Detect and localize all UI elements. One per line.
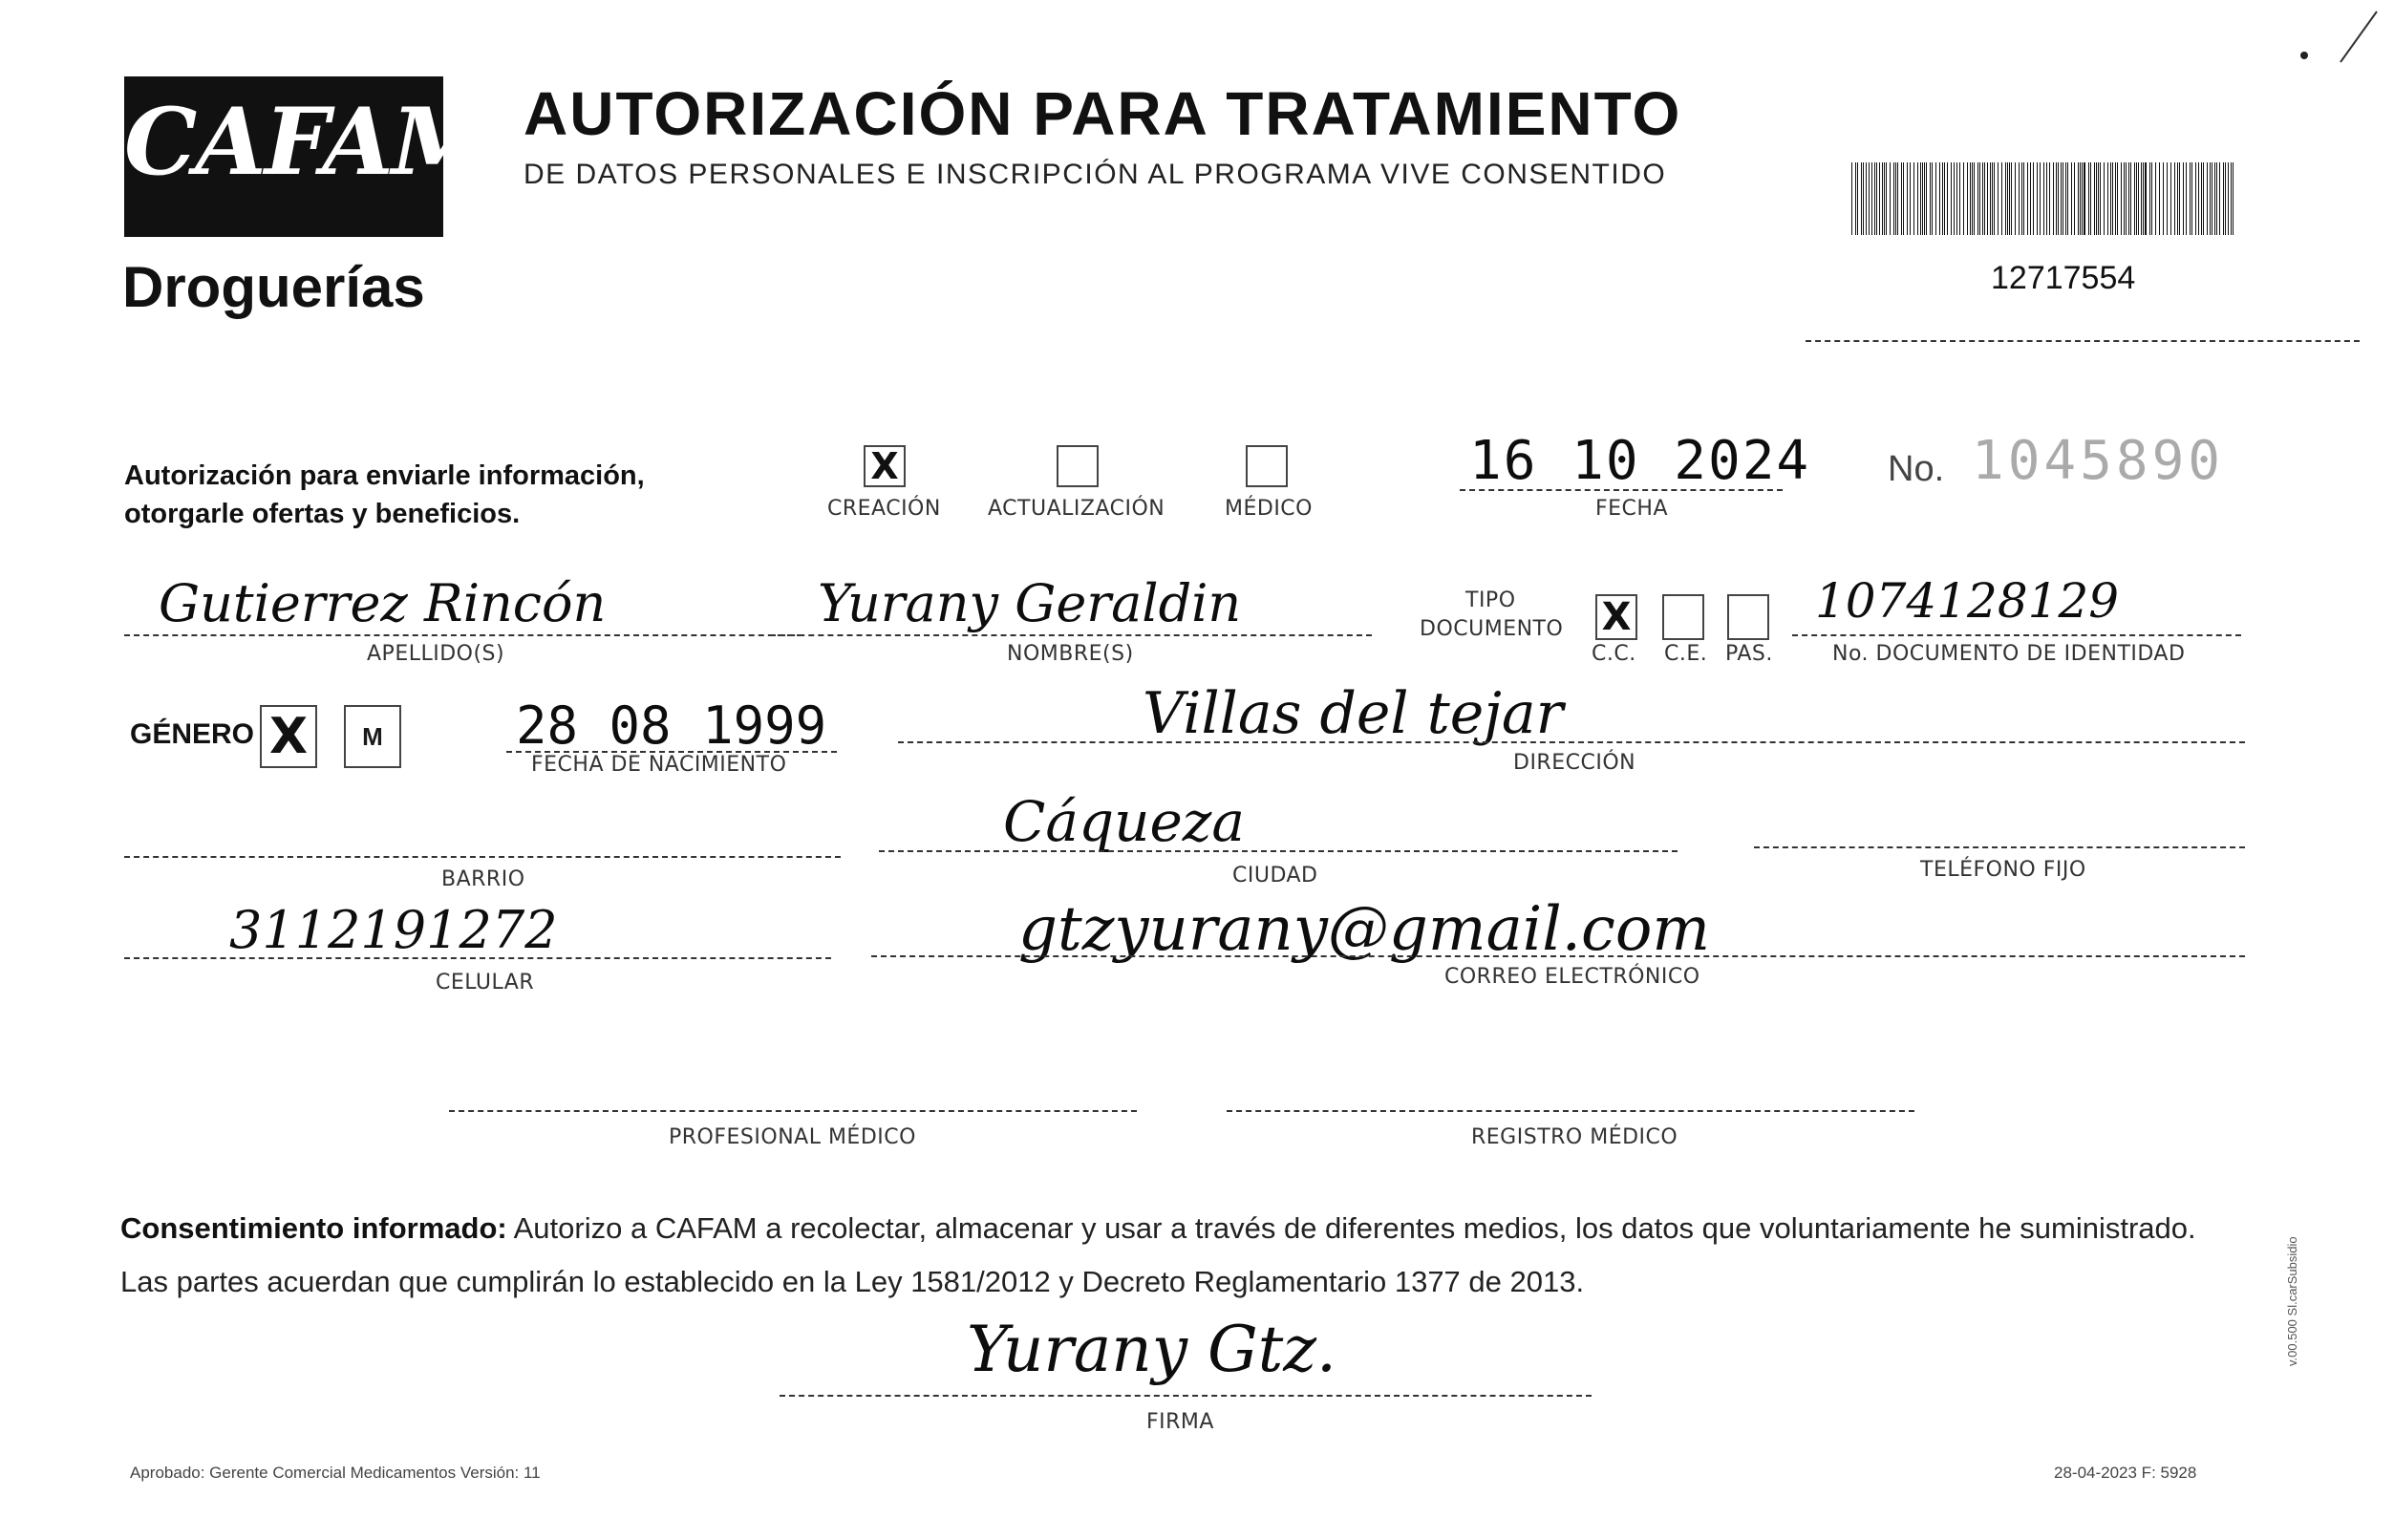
option-label-medico: MÉDICO (1225, 497, 1313, 521)
barcode-bar (1959, 162, 1960, 235)
barcode-bar (1972, 162, 1973, 235)
barcode-bar (2100, 162, 2101, 235)
barcode-bar (2130, 162, 2131, 235)
barrio-label: BARRIO (441, 867, 525, 891)
barcode-bar (2080, 162, 2081, 235)
barcode-bar (2138, 162, 2139, 235)
barcode-bar (2163, 162, 2164, 235)
barcode-bar (2228, 162, 2229, 235)
barcode-bar (1879, 162, 1880, 235)
barcode-bar (2124, 162, 2125, 235)
barcode-bar (1951, 162, 1952, 235)
barcode-bar (1866, 162, 1867, 235)
barcode-bar (1869, 162, 1870, 235)
option-label-creacion: CREACIÓN (827, 497, 941, 521)
barcode-bar (2094, 162, 2095, 235)
barcode-bar (2207, 162, 2208, 235)
checkbox-actualizacion[interactable] (1057, 445, 1099, 487)
barcode-bar (1977, 162, 1978, 235)
barcode-bar (2098, 162, 2099, 235)
barcode-bar (1984, 162, 1985, 235)
barcode-bar (2155, 162, 2156, 235)
fecha-value: 16 10 2024 (1469, 430, 1811, 492)
check-mark-icon: X (268, 708, 309, 765)
barcode-bar (2233, 162, 2234, 235)
barcode-bar (1901, 162, 1902, 235)
barcode-bar (2159, 162, 2160, 235)
correo-value: gtzyurany@gmail.com (1018, 894, 1711, 965)
barcode-bar (1944, 162, 1945, 235)
form-title: AUTORIZACIÓN PARA TRATAMIENTO (524, 79, 1682, 148)
barcode-bar (2027, 162, 2028, 235)
apellidos-label: APELLIDO(S) (367, 642, 505, 666)
checkbox-cc[interactable] (1595, 594, 1637, 640)
pen-mark-icon (2293, 10, 2379, 67)
barcode-bar (1917, 162, 1918, 235)
barcode-bar (1954, 162, 1955, 235)
barcode-bar (2149, 162, 2150, 235)
telefono-line[interactable] (1754, 846, 2245, 848)
barcode-bar (2203, 162, 2204, 235)
checkbox-pas[interactable] (1727, 594, 1769, 640)
signature: Yurany Gtz. (967, 1313, 1337, 1386)
barcode-bar (1982, 162, 1983, 235)
ciudad-value: Cáqueza (1003, 789, 1245, 854)
barcode-bar (2030, 162, 2031, 235)
barcode-bar (2078, 162, 2079, 235)
ciudad-label: CIUDAD (1232, 864, 1318, 888)
fecha-line (1460, 489, 1783, 491)
fecha-label: FECHA (1595, 497, 1669, 521)
registro-label: REGISTRO MÉDICO (1471, 1125, 1678, 1149)
authorization-intro-line1: Autorización para enviarle información, (124, 460, 645, 491)
barcode-bar (1947, 162, 1948, 235)
barcode-bar (2107, 162, 2108, 235)
celular-line[interactable] (124, 957, 831, 959)
barcode-bar (1907, 162, 1908, 235)
doc-type-cc-label: C.C. (1592, 642, 1636, 666)
barcode-bar (1979, 162, 1980, 235)
barcode-bar (1939, 162, 1940, 235)
direccion-line[interactable] (898, 741, 2245, 743)
consent-text1: Autorizo a CAFAM a recolectar, almacenar y usar a través de diferentes medios, los datos que voluntariamente he suministrado. (513, 1211, 2196, 1245)
checkbox-medico[interactable] (1246, 445, 1288, 487)
direccion-value: Villas del tejar (1143, 680, 1564, 747)
nombres-label: NOMBRE(S) (1007, 642, 1134, 666)
barcode-bar (2223, 162, 2224, 235)
barcode-bar (2021, 162, 2022, 235)
barcode-bar (2198, 162, 2199, 235)
option-label-actualizacion: ACTUALIZACIÓN (988, 497, 1165, 521)
barcode-bar (2179, 162, 2180, 235)
barcode-bar (1863, 162, 1864, 235)
barcode-bar (2143, 162, 2144, 235)
doc-number-label: No. DOCUMENTO DE IDENTIDAD (1832, 642, 2186, 666)
barcode-bar (1963, 162, 1964, 235)
barcode-bar (1871, 162, 1872, 235)
barcode-bar (2134, 162, 2135, 235)
barcode-bar (2090, 162, 2091, 235)
barcode-bar (2061, 162, 2062, 235)
barcode-icon (1851, 162, 2237, 235)
barcode-bar (2214, 162, 2215, 235)
barcode-bar (1890, 162, 1891, 235)
barcode-bar (2058, 162, 2059, 235)
header-divider (1806, 340, 2360, 342)
barcode-bar (1857, 162, 1858, 235)
doc-number-value: 1074128129 (1815, 573, 2120, 629)
barcode-bar (2170, 162, 2171, 235)
barcode-bar (2011, 162, 2012, 235)
barcode-bar (2128, 162, 2129, 235)
no-label: No. (1888, 449, 1945, 489)
profesional-label: PROFESIONAL MÉDICO (669, 1125, 916, 1149)
check-mark-icon: X (870, 445, 899, 487)
checkbox-genero-f[interactable] (260, 705, 317, 768)
barcode-bar (2174, 162, 2175, 235)
barcode-bar (2104, 162, 2105, 235)
barcode-bar (2001, 162, 2002, 235)
celular-value: 3112191272 (229, 900, 558, 960)
barcode-bar (2183, 162, 2184, 235)
barcode-bar (1970, 162, 1971, 235)
nombres-line[interactable] (770, 634, 1372, 636)
apellidos-value: Gutierrez Rincón (159, 573, 607, 633)
barcode-bar (2117, 162, 2118, 235)
barcode-bar (1935, 162, 1936, 235)
birth-label: FECHA DE NACIMIENTO (531, 753, 787, 777)
barcode-bar (1956, 162, 1957, 235)
barcode-bar (2033, 162, 2034, 235)
barcode-bar (1855, 162, 1856, 235)
barcode-bar (2219, 162, 2220, 235)
barcode-bar (1926, 162, 1927, 235)
barcode-bar (2040, 162, 2041, 235)
cafam-logo: CAFAM (124, 88, 492, 196)
barcode-bar (1922, 162, 1923, 235)
checkbox-creacion[interactable] (864, 445, 906, 487)
barcode-bar (2084, 162, 2085, 235)
firma-line[interactable] (780, 1395, 1592, 1397)
ciudad-line[interactable] (879, 850, 1678, 852)
barcode-bar (2191, 162, 2192, 235)
barcode-bar (2049, 162, 2050, 235)
check-mark-icon: X (1601, 595, 1632, 639)
documento-label: DOCUMENTO (1420, 617, 1564, 641)
genero-m-label: M (362, 722, 383, 751)
barcode-bar (2037, 162, 2038, 235)
barcode-bar (2112, 162, 2113, 235)
form-number: 1045890 (1972, 430, 2225, 492)
form-subtitle: DE DATOS PERSONALES E INSCRIPCIÓN AL PROGRAMA VIVE CONSENTIDO (524, 159, 1667, 190)
barcode-bar (2023, 162, 2024, 235)
birth-value: 28 08 1999 (516, 695, 827, 756)
barcode-bar (2190, 162, 2191, 235)
checkbox-genero-m[interactable] (344, 705, 401, 768)
barcode-bar (2141, 162, 2142, 235)
barcode-bar (2065, 162, 2066, 235)
barcode-bar (2216, 162, 2217, 235)
barcode-bar (2225, 162, 2226, 235)
barcode-bar (1974, 162, 1975, 235)
correo-label: CORREO ELECTRÓNICO (1444, 965, 1700, 989)
barcode-bar (2167, 162, 2168, 235)
barcode-bar (2136, 162, 2137, 235)
barcode-bar (1886, 162, 1887, 235)
barcode-bar (1861, 162, 1862, 235)
barcode-bar (1924, 162, 1925, 235)
barcode-bar (2082, 162, 2083, 235)
barcode-bar (2186, 162, 2187, 235)
barcode-bar (1930, 162, 1931, 235)
celular-label: CELULAR (436, 971, 535, 995)
doc-type-ce-label: C.E. (1664, 642, 1708, 666)
barcode-bar (2145, 162, 2147, 235)
barcode-bar (2046, 162, 2047, 235)
barcode-bar (2009, 162, 2010, 235)
barcode-bar (2210, 162, 2211, 235)
registro-line[interactable] (1227, 1110, 1914, 1112)
barcode-bar (2151, 162, 2152, 235)
barcode-bar (1895, 162, 1896, 235)
apellidos-line[interactable] (124, 634, 802, 636)
tipo-label: TIPO (1465, 588, 1516, 612)
barcode-bar (1913, 162, 1914, 235)
barcode-bar (1851, 162, 1852, 235)
barcode-bar (2005, 162, 2006, 235)
barcode-bar (1994, 162, 1995, 235)
doc-number-line[interactable] (1792, 634, 2241, 636)
barcode-bar (1967, 162, 1968, 235)
barcode-bar (2126, 162, 2127, 235)
authorization-intro (124, 457, 645, 533)
barcode-bar (1992, 162, 1993, 235)
telefono-label: TELÉFONO FIJO (1920, 858, 2086, 882)
barcode-bar (1884, 162, 1885, 235)
barcode-bar (2115, 162, 2116, 235)
barcode-bar (1920, 162, 1921, 235)
barcode-bar (2007, 162, 2008, 235)
logo-subtitle: Droguerías (122, 255, 425, 319)
footer-approval: Aprobado: Gerente Comercial Medicamentos Versión: 11 (130, 1464, 541, 1482)
barcode-bar (2201, 162, 2202, 235)
barcode-bar (2015, 162, 2016, 235)
barcode-bar (1874, 162, 1875, 235)
barcode-bar (2019, 162, 2020, 235)
side-print-text: v.00.500 Sl.carSubsidio (2285, 1236, 2299, 1366)
correo-line[interactable] (871, 955, 2245, 957)
barcode-bar (2231, 162, 2232, 235)
consent-text2: Las partes acuerdan que cumplirán lo establecido en la Ley 1581/2012 y Decreto Reglamentario 1377 de 2013. (120, 1265, 1585, 1298)
barcode-bar (2074, 162, 2075, 235)
barcode-bar (2121, 162, 2122, 235)
barcode-bar (1893, 162, 1894, 235)
firma-label: FIRMA (1146, 1410, 1214, 1434)
genero-label: GÉNERO (130, 718, 255, 750)
checkbox-ce[interactable] (1662, 594, 1704, 640)
barcode-bar (2088, 162, 2089, 235)
footer-version-date: 28-04-2023 F: 5928 (2054, 1464, 2197, 1482)
barcode-bar (2071, 162, 2072, 235)
barcode-bar (2067, 162, 2068, 235)
barrio-line[interactable] (124, 856, 841, 858)
barcode-bar (1987, 162, 1988, 235)
barcode-bar (1903, 162, 1904, 235)
barcode-bar (2043, 162, 2044, 235)
barcode-bar (2056, 162, 2057, 235)
consent-heading: Consentimiento informado: (120, 1211, 507, 1245)
consent-line1 (120, 1202, 2260, 1255)
barcode-bar (1897, 162, 1898, 235)
consent-block (120, 1202, 2260, 1309)
direccion-label: DIRECCIÓN (1513, 751, 1636, 775)
barcode-bar (1990, 162, 1991, 235)
profesional-line[interactable] (449, 1110, 1137, 1112)
authorization-intro-line2: otorgarle ofertas y beneficios. (124, 499, 521, 529)
barcode-bar (1998, 162, 1999, 235)
doc-type-pas-label: PAS. (1725, 642, 1773, 666)
barcode-bar (1876, 162, 1877, 235)
barcode-bar (1882, 162, 1883, 235)
barcode-bar (2096, 162, 2097, 235)
barcode-bar (2053, 162, 2054, 235)
barcode-bar (2110, 162, 2111, 235)
barcode-bar (1932, 162, 1933, 235)
barcode-bar (1910, 162, 1911, 235)
nombres-value: Yurany Geraldin (818, 573, 1242, 633)
barcode-bar (1942, 162, 1943, 235)
barcode-bar (2177, 162, 2178, 235)
barcode-bar (2195, 162, 2196, 235)
barcode-number: 12717554 (1991, 260, 2136, 296)
